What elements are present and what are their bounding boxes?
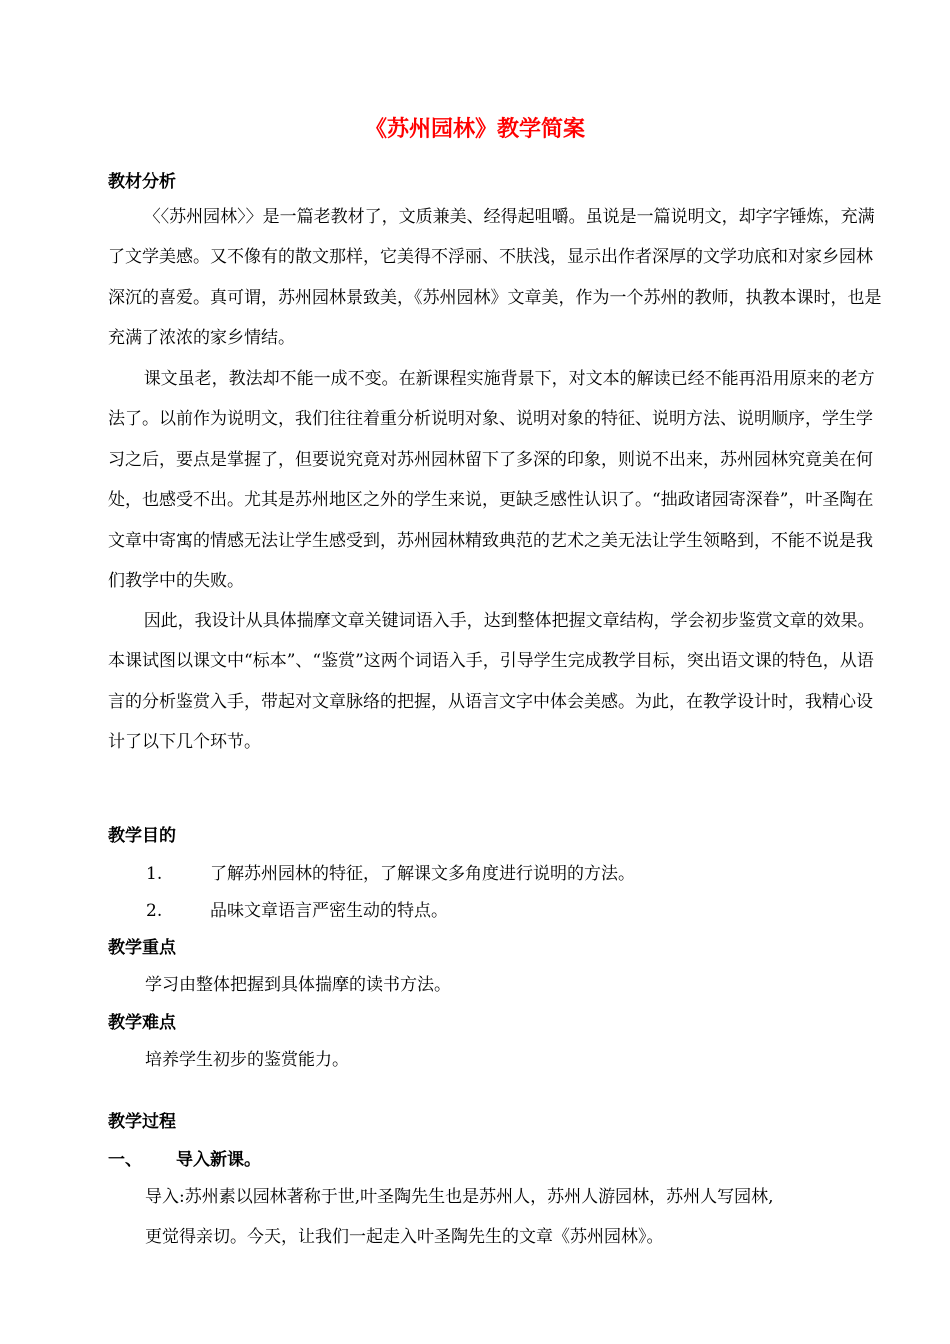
objective-number-1: 1. — [146, 864, 163, 884]
heading-analysis: 教材分析 — [108, 172, 176, 192]
analysis-paragraph-1: 〈〈苏州园林〉〉是一篇老教材了，文质兼美、经得起咀嚼。虽说是一篇说明文，却字字锤炼，充满了文学美感。又不像有的散文那样，它美得不浮丽、不肤浅，显示出作者深厚的文学功底和对家乡园林深沉的喜爱。真可谓，苏州园林景致美，《苏州园林》文章美，作为一个苏州的教师，执教本课时，也是充满了浓浓的家乡情结。 — [108, 207, 882, 349]
process-step-number: 一、 — [108, 1150, 142, 1170]
heading-objectives: 教学目的 — [108, 826, 176, 846]
analysis-paragraph-2: 课文虽老，教法却不能一成不变。在新课程实施背景下，对文本的解读已经不能再沿用原来的老方法了。以前作为说明文，我们往往着重分析说明对象、说明对象的特征、说明方法、说明顺序，学生学习之后，要点是掌握了，但要说究竟对苏州园林留下了多深的印象，则说不出来，苏州园林究竟美在何处，也感受不出。尤其是苏州地区之外的学生来说，更缺乏感性认识了。“拙政诸园寄深眷”，叶圣陶在文章中寄寓的情感无法让学生感受到，苏州园林精致典范的艺术之美无法让学生领略到，不能不说是我们教学中的失败。 — [108, 369, 875, 592]
difficulty-text: 培养学生初步的鉴赏能力。 — [145, 1050, 349, 1070]
process-line-1: 导入:苏州素以园林著称于世,叶圣陶先生也是苏州人，苏州人游园林，苏州人写园林, — [145, 1187, 774, 1207]
process-line-2: 更觉得亲切。今天，让我们一起走入叶圣陶先生的文章《苏州园林》。 — [145, 1227, 664, 1247]
objective-text-2: 品味文章语言严密生动的特点。 — [210, 901, 448, 921]
objective-text-1: 了解苏州园林的特征，了解课文多角度进行说明的方法。 — [210, 864, 635, 884]
process-step-title: 导入新课。 — [176, 1150, 261, 1170]
key-point-text: 学习由整体把握到具体揣摩的读书方法。 — [145, 975, 451, 995]
heading-key-point: 教学重点 — [108, 938, 176, 958]
heading-difficulty: 教学难点 — [108, 1013, 176, 1033]
objective-number-2: 2. — [146, 901, 163, 921]
document-title: 《苏州园林》教学简案 — [364, 117, 585, 142]
heading-process: 教学过程 — [108, 1112, 176, 1132]
analysis-paragraph-3: 因此，我设计从具体揣摩文章关键词语入手，达到整体把握文章结构，学会初步鉴赏文章的效果。本课试图以课文中“标本”、“鉴赏”这两个词语入手，引导学生完成教学目标，突出语文课的特色，从语言的分析鉴赏入手，带起对文章脉络的把握，从语言文字中体会美感。为此，在教学设计时，我精心设计了以下几个环节。 — [108, 611, 875, 753]
